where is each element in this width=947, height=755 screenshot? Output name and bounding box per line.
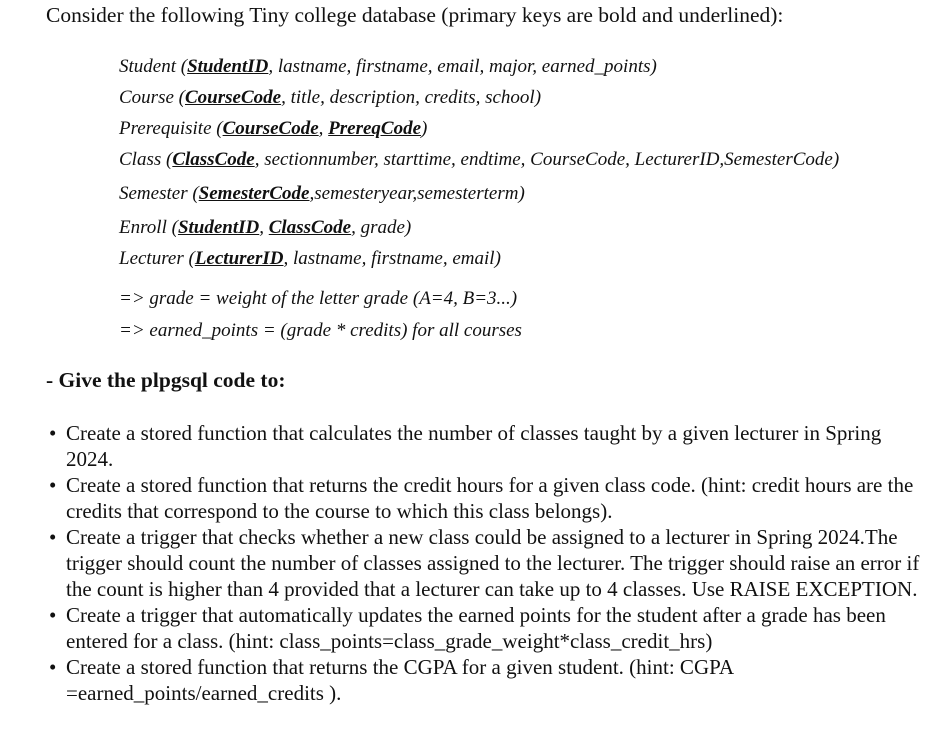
list-item [46, 472, 926, 524]
primary-key: PrereqCode [328, 118, 422, 139]
table-name: Course [119, 87, 174, 108]
bullet-icon: • [49, 473, 57, 497]
table-attributes: , grade) [351, 217, 412, 238]
table-name: Student [119, 56, 176, 77]
schema-enroll: Enroll (StudentID, ClassCode, grade) [119, 217, 412, 238]
task-text: Create a trigger that automatically updates the earned points for the student after a grade has been entered for a class. (hint: class_points=class_grade_weight*class_credit_hrs) [66, 603, 886, 653]
table-name: Semester [119, 183, 188, 204]
table-attributes: , sectionnumber, starttime, endtime, CourseCode, LecturerID,SemesterCode) [254, 149, 840, 170]
primary-key: CourseCode [222, 118, 319, 139]
bullet-icon: • [49, 525, 57, 549]
definition-notes [119, 285, 522, 349]
primary-key: ClassCode [172, 149, 255, 170]
table-name: Class [119, 149, 162, 170]
bullet-icon: • [49, 655, 57, 679]
list-item [46, 602, 926, 654]
primary-key: StudentID [187, 56, 269, 77]
schema-semester: Semester (SemesterCode,semesteryear,semesterterm) [119, 183, 525, 204]
schema-course: Course (CourseCode, title, description, credits, school) [119, 87, 542, 108]
task-text: Create a stored function that returns the CGPA for a given student. (hint: CGPA =earned_points/earned_credits ). [66, 655, 733, 705]
table-attributes: , lastname, firstname, email, major, earned_points) [268, 56, 657, 77]
intro-text: Consider the following Tiny college database (primary keys are bold and underlined): [46, 3, 784, 27]
table-attributes: ,semesteryear,semesterterm) [309, 183, 525, 204]
list-item [46, 524, 926, 602]
bullet-icon: • [49, 603, 57, 627]
list-item [46, 420, 926, 472]
section-heading: - Give the plpgsql code to: [46, 368, 286, 392]
schema-list [119, 54, 839, 277]
bullet-icon: • [49, 421, 57, 445]
primary-key: LecturerID [194, 248, 284, 269]
table-name: Enroll [119, 217, 167, 238]
schema-prerequisite: Prerequisite (CourseCode, PrereqCode) [119, 118, 428, 139]
table-name: Prerequisite [119, 118, 212, 139]
primary-key: StudentID [177, 217, 260, 238]
task-text: Create a stored function that returns the credit hours for a given class code. (hint: credit hours are the credits that correspond to the course to which this class belongs). [66, 473, 914, 523]
list-item [46, 654, 926, 706]
table-attributes: , lastname, firstname, email) [283, 248, 501, 269]
task-text: Create a stored function that calculates the number of classes taught by a given lecturer in Spring 2024. [66, 421, 882, 471]
schema-student: Student (StudentID, lastname, firstname, email, major, earned_points) [119, 56, 657, 77]
schema-class: Class (ClassCode, sectionnumber, starttime, endtime, CourseCode, LecturerID,SemesterCode) [119, 149, 840, 170]
note-grade: => grade = weight of the letter grade (A=4, B=3...) [119, 288, 518, 309]
note-earned-points: => earned_points = (grade * credits) for all courses [119, 320, 522, 341]
primary-key: ClassCode [268, 217, 352, 238]
primary-key: CourseCode [184, 87, 282, 108]
schema-lecturer: Lecturer (LecturerID, lastname, firstname, email) [119, 248, 501, 269]
table-attributes: , title, description, credits, school) [281, 87, 542, 108]
primary-key: SemesterCode [198, 183, 310, 204]
table-name: Lecturer [119, 248, 184, 269]
task-text: Create a trigger that checks whether a new class could be assigned to a lecturer in Spring 2024.The trigger should count the number of classes assigned to the lecturer. The trigger should raise an error if the count is higher than 4 provided that a lecturer can take up to 4 classes. Use RAISE EXCEPTION. [66, 525, 920, 601]
task-list [46, 420, 926, 706]
table-attributes: ) [421, 118, 428, 139]
